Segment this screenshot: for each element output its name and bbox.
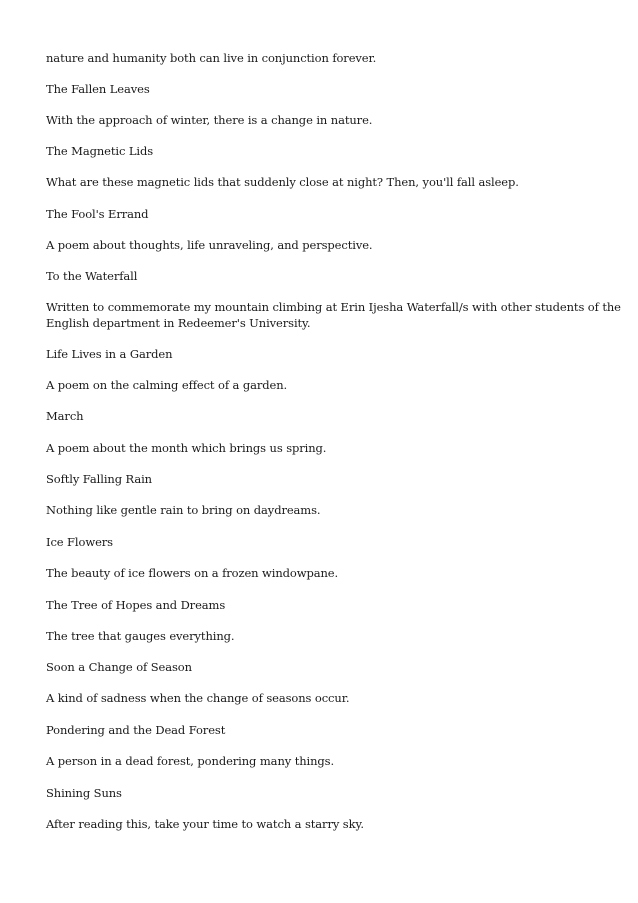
poem-title: Soon a Change of Season [46, 660, 192, 674]
poem-description: A poem about the month which brings us spring. [46, 441, 327, 455]
poem-title: Softly Falling Rain [46, 472, 152, 486]
poem-description: A poem about thoughts, life unraveling, and perspective. [46, 238, 373, 252]
poem-description: The beauty of ice flowers on a frozen windowpane. [46, 566, 339, 580]
poem-description: A person in a dead forest, pondering many things. [46, 754, 335, 768]
poem-description: Nothing like gentle rain to bring on daydreams. [46, 503, 321, 517]
poem-description: What are these magnetic lids that suddenly close at night? Then, you'll fall asleep. [46, 175, 519, 189]
poem-title: The Magnetic Lids [46, 144, 154, 158]
poem-description: After reading this, take your time to watch a starry sky. [46, 817, 364, 831]
poem-description: A poem on the calming effect of a garden. [46, 378, 288, 392]
poem-title: To the Waterfall [46, 269, 138, 283]
poem-description: With the approach of winter, there is a change in nature. [46, 113, 373, 127]
poem-title: The Fallen Leaves [46, 82, 150, 96]
poem-description-continued: English department in Redeemer's University. [46, 316, 311, 330]
poem-title: The Tree of Hopes and Dreams [46, 598, 226, 612]
poem-title: Ice Flowers [46, 535, 113, 549]
poem-title: Life Lives in a Garden [46, 347, 173, 361]
poem-description: The tree that gauges everything. [46, 629, 235, 643]
poem-title: Pondering and the Dead Forest [46, 723, 226, 737]
poem-description: A kind of sadness when the change of seasons occur. [46, 691, 350, 705]
text-line: nature and humanity both can live in conjunction forever. [46, 51, 377, 65]
poem-description: Written to commemorate my mountain climbing at Erin Ijesha Waterfall/s with other students of the [46, 300, 621, 314]
poem-title: March [46, 409, 84, 423]
poem-title: The Fool's Errand [46, 207, 149, 221]
poem-title: Shining Suns [46, 786, 122, 800]
